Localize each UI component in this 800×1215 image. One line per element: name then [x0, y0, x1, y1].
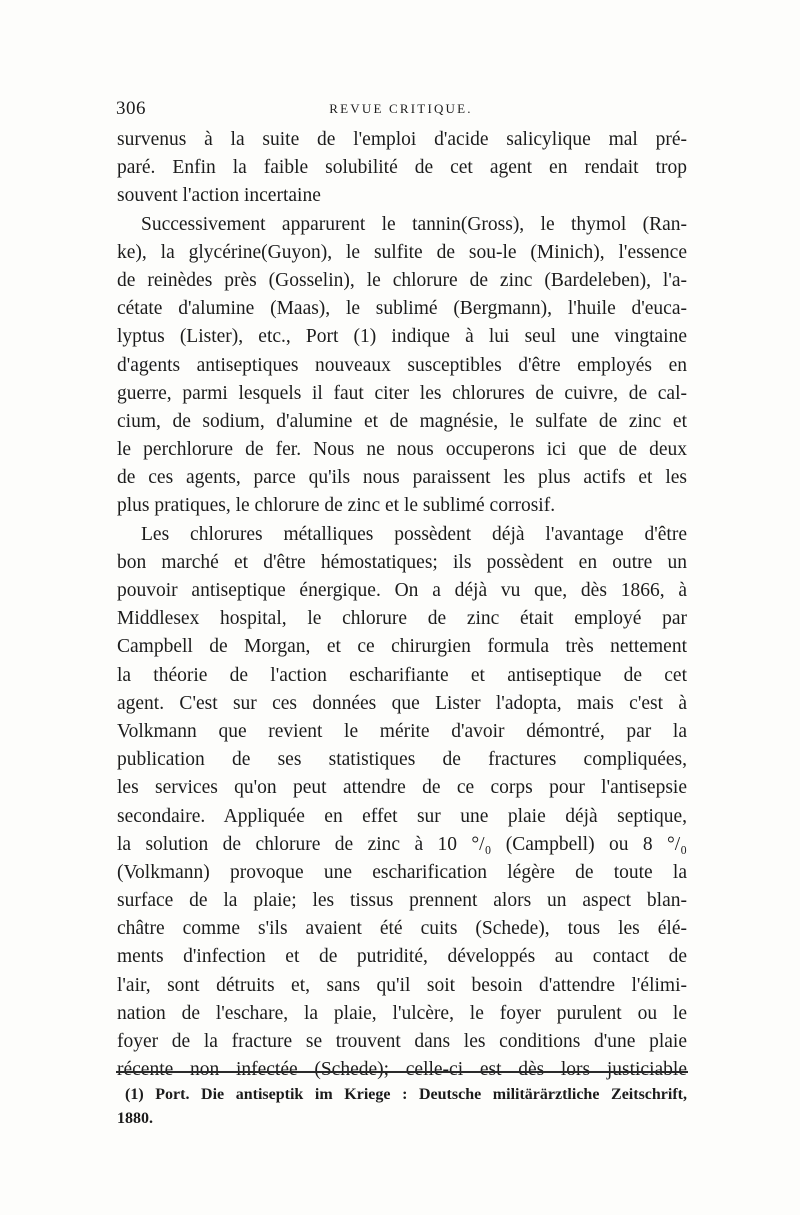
paragraph-start-line: Successivement apparurent le tannin(Gross), le thymol (Ran- [141, 213, 687, 235]
text-line: survenus à la suite de l'emploi d'acide salicylique mal pré- [117, 129, 687, 150]
footnote-line: 1880. [117, 1110, 153, 1127]
text-line: secondaire. Appliquée en effet sur une plaie déjà septique, [117, 805, 687, 827]
text-line: souvent l'action incertaine [117, 185, 321, 207]
text-line: bon marché et d'être hémostatiques; ils possèdent en outre un [117, 551, 687, 573]
text-line: Middlesex hospital, le chlorure de zinc était employé par [117, 608, 687, 630]
page-number: 306 [116, 98, 146, 119]
footnote [117, 1083, 687, 1131]
text-line: (Volkmann) provoque une escharification légère de toute la [117, 861, 687, 883]
text-line: d'agents antiseptiques nouveaux susceptibles d'être employés en [117, 354, 687, 376]
paragraph-start-line: Les chlorures métalliques possèdent déjà l'avantage d'être [141, 523, 687, 545]
text-line: châtre comme s'ils avaient été cuits (Schede), tous les élé- [117, 918, 687, 940]
text-line: le perchlorure de fer. Nous ne nous occuperons ici que de deux [117, 439, 687, 461]
text-line: de reinèdes près (Gosselin), le chlorure de zinc (Bardeleben), l'a- [117, 269, 687, 291]
text-line: pouvoir antiseptique énergique. On a déjà vu que, dès 1866, à [117, 580, 687, 601]
text-line: de ces agents, parce qu'ils nous paraissent les plus actifs et les [117, 467, 687, 489]
text-line: surface de la plaie; les tissus prennent alors un aspect blan- [117, 890, 687, 912]
text-line: récente non infectée (Schede); celle-ci est dès lors justiciable [117, 1059, 687, 1081]
text-line: Campbell de Morgan, et ce chirurgien formula très nettement [117, 636, 687, 658]
footnote-rule [116, 1071, 688, 1073]
text-line: ments d'infection et de putridité, développés au contact de [117, 946, 687, 968]
text-line: l'air, sont détruits et, sans qu'il soit besoin d'attendre l'élimi- [117, 974, 687, 996]
text-line: ke), la glycérine(Guyon), le sulfite de sou-le (Minich), l'essence [117, 241, 687, 263]
text-line: foyer de la fracture se trouvent dans les conditions d'une plaie [117, 1031, 687, 1052]
body-text [117, 126, 687, 1084]
text-line: nation de l'eschare, la plaie, l'ulcère, le foyer purulent ou le [117, 1002, 687, 1024]
text-line: publication de ses statistiques de fractures compliquées, [117, 749, 687, 771]
footnote-line: (1) Port. Die antiseptik im Kriege : Deutsche militärärztliche Zeitschrift, [125, 1086, 687, 1103]
running-head [116, 98, 686, 122]
text-line: cium, de sodium, d'alumine et de magnésie, le sulfate de zinc et [117, 410, 687, 432]
text-line: la solution de chlorure de zinc à 10 °/₀ (Campbell) ou 8 °/₀ [117, 833, 687, 855]
text-line: la théorie de l'action escharifiante et antiseptique de cet [117, 664, 687, 686]
text-line: cétate d'alumine (Maas), le sublimé (Bergmann), l'huile d'euca- [117, 298, 687, 320]
text-line: agent. C'est sur ces données que Lister l'adopta, mais c'est à [117, 692, 687, 714]
text-line: plus pratiques, le chlorure de zinc et le sublimé corrosif. [117, 495, 556, 517]
text-line: paré. Enfin la faible solubilité de cet agent en rendait trop [117, 157, 687, 179]
text-line: guerre, parmi lesquels il faut citer les chlorures de cuivre, de cal- [117, 382, 687, 404]
journal-title: REVUE CRITIQUE. [329, 101, 473, 116]
text-line: lyptus (Lister), etc., Port (1) indique à lui seul une vingtaine [117, 326, 687, 348]
text-line: les services qu'on peut attendre de ce corps pour l'antisepsie [117, 777, 687, 799]
text-line: Volkmann que revient le mérite d'avoir démontré, par la [117, 720, 687, 742]
